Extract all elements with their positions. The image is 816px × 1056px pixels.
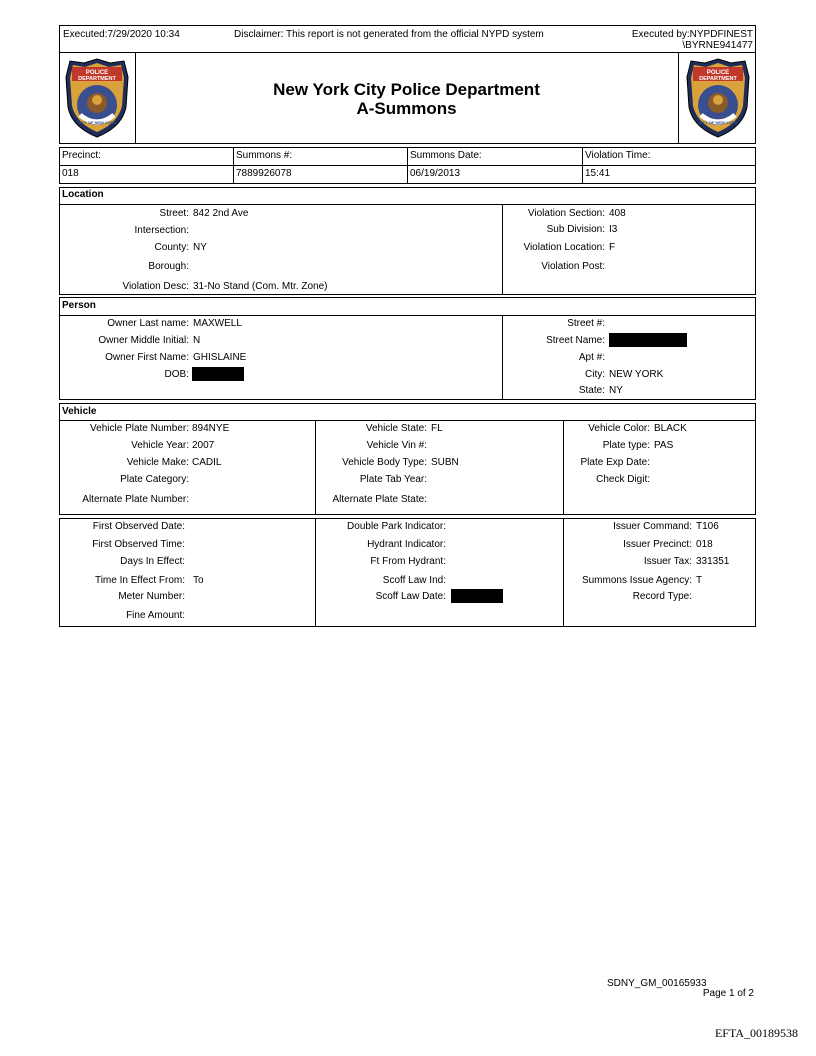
page-number: Page 1 of 2 [702, 988, 754, 999]
owner-middle-initial-label: Owner Middle Initial: [98, 335, 189, 346]
days-in-effect-label: Days In Effect: [120, 556, 185, 567]
street-name-redaction [609, 333, 687, 347]
owner-last-name-value: MAXWELL [193, 318, 242, 329]
vehicle-state-label: Vehicle State: [365, 423, 427, 434]
precinct-value: 018 [62, 168, 79, 179]
scoff-law-ind-label: Scoff Law Ind: [382, 575, 446, 586]
city-label: City: [585, 369, 605, 380]
nypd-badge-right-icon [683, 57, 753, 139]
summons-issue-agency-label: Summons Issue Agency: [581, 575, 692, 586]
plate-type-label: Plate type: [602, 440, 650, 451]
svg-text:POLICE: POLICE [706, 70, 730, 76]
street-value: 842 2nd Ave [193, 208, 249, 219]
summons-number-header: Summons #: [236, 150, 293, 161]
scoff-law-date-label: Scoff Law Date: [375, 591, 446, 602]
violation-time-value: 15:41 [585, 168, 611, 179]
vehicle-state-value: FL [431, 423, 443, 434]
state-label: State: [578, 385, 605, 396]
state-value: NY [609, 385, 623, 396]
svg-text:DEPARTMENT: DEPARTMENT [699, 76, 737, 82]
plate-exp-date-label: Plate Exp Date: [580, 457, 650, 468]
document-id: SDNY_GM_00165933 [607, 978, 707, 989]
issuer-command-label: Issuer Command: [613, 521, 692, 532]
page-title: New York City Police Department [273, 80, 540, 99]
executed-by-user: \BYRNE941477 [682, 40, 753, 51]
vehicle-body-type-value: SUBN [431, 457, 459, 468]
plate-tab-year-label: Plate Tab Year: [359, 474, 427, 485]
vehicle-plate-number-value: 894NYE [192, 423, 230, 434]
svg-text:DEPARTMENT: DEPARTMENT [78, 76, 116, 82]
vehicle-body-type-label: Vehicle Body Type: [342, 457, 427, 468]
dob-label: DOB: [164, 369, 189, 380]
vehicle-vin-label: Vehicle Vin #: [366, 440, 427, 451]
vehicle-color-label: Vehicle Color: [588, 423, 650, 434]
violation-location-value: F [609, 242, 616, 253]
page-subtitle: A-Summons [356, 99, 457, 118]
summons-date-header: Summons Date: [410, 150, 482, 161]
owner-middle-initial-value: N [193, 335, 201, 346]
issuer-tax-value: 331351 [696, 556, 730, 567]
violation-location-label: Violation Location: [523, 242, 605, 253]
disclaimer: Disclaimer: This report is not generated from the official NYPD system [234, 29, 544, 40]
person-section-label: Person [62, 300, 96, 311]
ft-from-hydrant-label: Ft From Hydrant: [370, 556, 446, 567]
street-number-label: Street #: [567, 318, 605, 329]
issuer-precinct-value: 018 [696, 539, 713, 550]
first-observed-time-label: First Observed Time: [92, 539, 185, 550]
location-section-label: Location [62, 189, 104, 200]
street-name-label: Street Name: [546, 335, 605, 346]
owner-last-name-label: Owner Last name: [107, 318, 189, 329]
scoff-law-date-redaction [451, 589, 503, 603]
violation-time-header: Violation Time: [585, 150, 651, 161]
check-digit-label: Check Digit: [596, 474, 650, 485]
sub-division-label: Sub Division: [546, 224, 605, 235]
violation-desc-value: 31-No Stand (Com. Mtr. Zone) [193, 281, 328, 292]
vehicle-plate-number-label: Vehicle Plate Number: [90, 423, 189, 434]
dob-redaction [192, 367, 244, 381]
svg-text:CITY OF NEW YORK: CITY OF NEW YORK [698, 120, 738, 125]
svg-text:CITY OF NEW YORK: CITY OF NEW YORK [77, 120, 117, 125]
violation-post-label: Violation Post: [541, 261, 605, 272]
borough-label: Borough: [148, 261, 189, 272]
time-in-effect-to: To [193, 575, 204, 586]
county-value: NY [193, 242, 207, 253]
issuer-precinct-label: Issuer Precinct: [623, 539, 692, 550]
record-type-label: Record Type: [632, 591, 692, 602]
meter-number-label: Meter Number: [118, 591, 185, 602]
vehicle-make-label: Vehicle Make: [126, 457, 189, 468]
executed-timestamp: Executed:7/29/2020 10:34 [63, 29, 180, 40]
county-label: County: [154, 242, 189, 253]
fine-amount-label: Fine Amount: [126, 610, 185, 621]
issuer-command-value: T106 [696, 521, 719, 532]
vehicle-make-value: CADIL [192, 457, 222, 468]
svg-text:POLICE: POLICE [85, 70, 109, 76]
vehicle-section-label: Vehicle [62, 406, 97, 417]
owner-first-name-value: GHISLAINE [193, 352, 247, 363]
sub-division-value: I3 [609, 224, 618, 235]
apt-label: Apt #: [578, 352, 605, 363]
summons-date-value: 06/19/2013 [410, 168, 461, 179]
summons-issue-agency-value: T [696, 575, 703, 586]
alternate-plate-state-label: Alternate Plate State: [332, 494, 427, 505]
double-park-indicator-label: Double Park Indicator: [347, 521, 446, 532]
plate-category-label: Plate Category: [120, 474, 189, 485]
vehicle-year-label: Vehicle Year: [131, 440, 189, 451]
time-in-effect-from-label: Time In Effect From: [94, 575, 185, 586]
nypd-badge-left-icon [62, 57, 132, 139]
plate-type-value: PAS [654, 440, 674, 451]
hydrant-indicator-label: Hydrant Indicator: [367, 539, 446, 550]
violation-desc-label: Violation Desc: [122, 281, 189, 292]
person-section [59, 297, 756, 400]
vehicle-year-value: 2007 [192, 440, 215, 451]
street-label: Street: [159, 208, 189, 219]
vehicle-color-value: BLACK [654, 423, 687, 434]
alternate-plate-number-label: Alternate Plate Number: [82, 494, 189, 505]
precinct-header: Precinct: [62, 150, 101, 161]
executed-by: Executed by:NYPDFINEST [631, 29, 753, 40]
intersection-label: Intersection: [134, 225, 189, 236]
city-value: NEW YORK [609, 369, 664, 380]
issuer-tax-label: Issuer Tax: [643, 556, 692, 567]
summons-number-value: 7889926078 [236, 168, 292, 179]
violation-section-label: Violation Section: [527, 208, 605, 219]
first-observed-date-label: First Observed Date: [92, 521, 185, 532]
efta-stamp: EFTA_00189538 [714, 1026, 798, 1040]
owner-first-name-label: Owner First Name: [105, 352, 189, 363]
violation-section-value: 408 [609, 208, 626, 219]
